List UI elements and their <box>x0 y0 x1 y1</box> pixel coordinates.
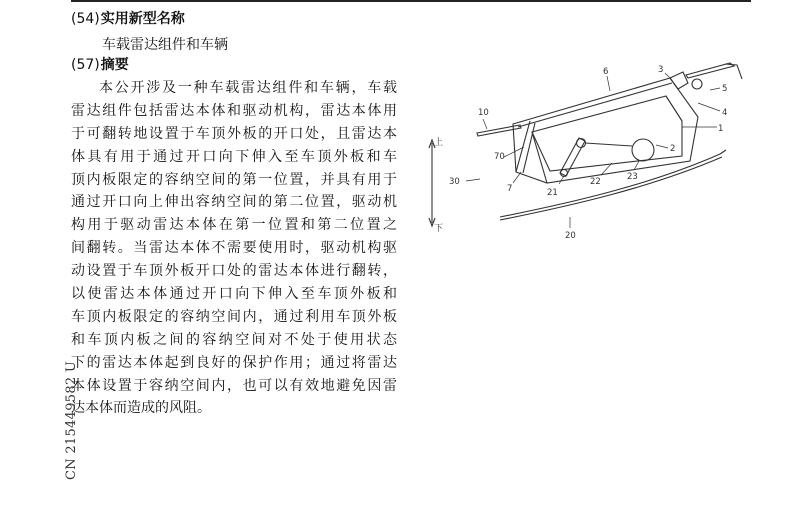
hinge-bracket <box>670 72 688 89</box>
roof-outer-panel-right <box>686 63 734 78</box>
radar-body <box>513 78 698 183</box>
up-label: 上 <box>434 138 444 148</box>
callout-4: 4 <box>722 108 728 118</box>
cavity-edge-right <box>666 96 682 121</box>
callout-10: 10 <box>478 108 489 118</box>
abstract-line: 本公开涉及一种车载雷达组件和车辆，车载 <box>99 80 397 96</box>
abstract-section-number: (57) <box>71 57 100 73</box>
callout-2: 2 <box>670 144 676 154</box>
callout-3: 3 <box>658 65 664 75</box>
abstract-line: 本体设置于容纳空间内，也可以有效地避免因雷 <box>71 377 397 394</box>
abstract-section-heading <box>71 54 129 74</box>
drive-motor <box>632 139 654 161</box>
callout-1: 1 <box>718 124 724 134</box>
callout-70: 70 <box>494 152 505 162</box>
abstract-line: 构用于驱动雷达本体在第一位置和第二位置之 <box>71 217 397 234</box>
utility-model-title: 车载雷达组件和车辆 <box>102 37 228 53</box>
hinge-pivot <box>692 79 702 89</box>
abstract-line: 下的雷达本体起到良好的保护作用；通过将雷达 <box>71 354 397 371</box>
abstract-line: 间翻转。当雷达本体不需要使用时，驱动机构驱 <box>71 240 397 257</box>
callout-6: 6 <box>603 67 609 77</box>
callout-22: 22 <box>590 177 601 187</box>
abstract-line: 顶内板限定的容纳空间的第一位置，并具有用于 <box>71 171 397 188</box>
abstract-line: 和车顶内板之间的容纳空间对不处于使用状态 <box>71 331 397 348</box>
up-down-arrow <box>429 140 435 226</box>
abstract-body <box>71 77 397 420</box>
radar-cavity <box>532 96 682 171</box>
callout-23: 23 <box>627 172 638 182</box>
callout-20: 20 <box>565 231 576 241</box>
abstract-line: 动设置于车顶外板开口处的雷达本体进行翻转， <box>71 263 397 280</box>
callout-5: 5 <box>722 84 728 94</box>
cavity-edge <box>532 132 547 183</box>
abstract-line: 车顶内板限定的容纳空间内，通过利用车顶外板 <box>71 308 397 325</box>
publication-number: CN 215449582 U <box>64 360 79 480</box>
abstract-line: 体具有用于通过开口向下伸入至车顶外板和车 <box>71 148 397 165</box>
abstract-line: 以使雷达本体通过开口向下伸入至车顶外板和 <box>71 286 397 303</box>
drive-link <box>560 138 585 176</box>
down-label: 下 <box>434 224 444 234</box>
abstract-line: 达本体而造成的风阻。 <box>71 400 211 417</box>
abstract-line: 通过开口向上伸出容纳空间的第二位置，驱动机 <box>71 194 397 211</box>
callout-30: 30 <box>449 177 460 187</box>
roof-inner-panel <box>500 154 720 217</box>
roof-inner-panel-tip <box>720 150 726 154</box>
radar-front-face-inner <box>523 123 535 173</box>
title-section-heading <box>71 8 185 28</box>
radar-assembly-figure <box>420 55 750 245</box>
title-section-label: 实用新型名称 <box>100 11 185 27</box>
transmission-rod <box>585 143 632 146</box>
abstract-section-label: 摘要 <box>100 57 129 73</box>
abstract-line: 雷达组件包括雷达本体和驱动机构，雷达本体用 <box>71 102 397 119</box>
title-section-number: (54) <box>71 11 100 27</box>
callout-7: 7 <box>507 184 513 194</box>
top-rule <box>71 0 751 2</box>
callout-21: 21 <box>547 188 558 198</box>
radar-lid <box>518 83 672 127</box>
abstract-line: 于可翻转地设置于车顶外板的开口处，且雷达本 <box>71 125 397 142</box>
roof-outer-panel-left <box>477 125 521 136</box>
callout-labels <box>449 65 727 241</box>
